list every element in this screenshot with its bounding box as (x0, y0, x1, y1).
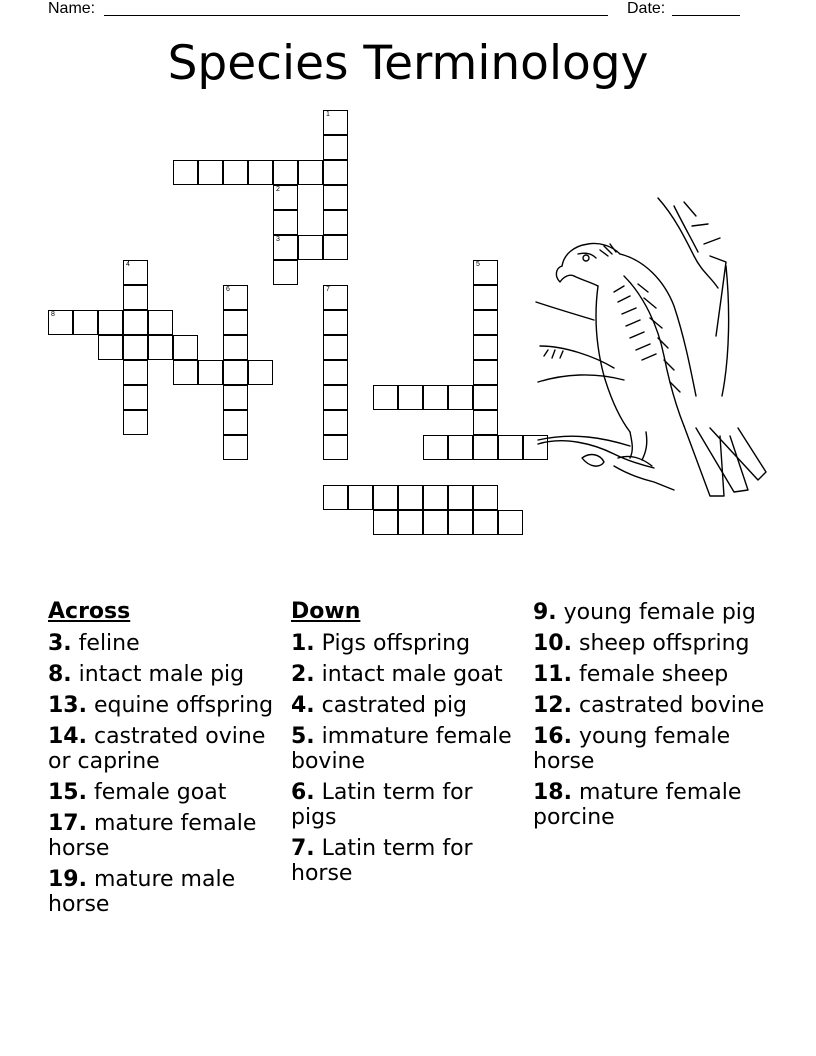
grid-cell[interactable] (98, 310, 123, 335)
grid-cell[interactable] (473, 510, 498, 535)
grid-cell[interactable] (323, 435, 348, 460)
grid-cell[interactable] (323, 335, 348, 360)
grid-cell[interactable] (223, 410, 248, 435)
grid-cell[interactable] (373, 385, 398, 410)
grid-cell[interactable] (423, 385, 448, 410)
page-title: Species Terminology (167, 36, 649, 91)
clue-number: 2 (276, 186, 280, 193)
grid-cell[interactable] (473, 360, 498, 385)
across-clue (48, 662, 278, 687)
clue-text: feline (71, 631, 140, 656)
grid-cell[interactable] (423, 485, 448, 510)
grid-cell[interactable] (123, 285, 148, 310)
clue-number: 13. (48, 693, 87, 718)
down-clue (533, 631, 773, 656)
grid-cell[interactable] (298, 160, 323, 185)
clue-number: 6. (291, 780, 315, 805)
grid-cell[interactable] (223, 385, 248, 410)
clue-number: 3 (276, 236, 280, 243)
grid-cell[interactable] (273, 235, 298, 260)
clue-text: intact male pig (71, 662, 245, 687)
across-clue (48, 867, 278, 917)
grid-cell[interactable] (223, 435, 248, 460)
clue-text: Latin term for horse (291, 836, 473, 886)
clue-number: 11. (533, 662, 572, 687)
grid-cell[interactable] (98, 335, 123, 360)
clue-number: 7 (326, 286, 330, 293)
grid-cell[interactable] (173, 360, 198, 385)
down-clue (533, 780, 773, 830)
grid-cell[interactable] (248, 360, 273, 385)
down-heading: Down (291, 599, 361, 624)
clue-number: 16. (533, 724, 572, 749)
clue-number: 2. (291, 662, 315, 687)
grid-cell[interactable] (323, 185, 348, 210)
clue-number: 6 (226, 286, 230, 293)
down-clue (291, 836, 521, 886)
clue-number: 18. (533, 780, 572, 805)
grid-cell[interactable] (473, 410, 498, 435)
grid-cell[interactable] (323, 135, 348, 160)
across-clues (48, 598, 278, 923)
clue-number: 15. (48, 780, 87, 805)
clue-text: equine offspring (86, 693, 274, 718)
grid-cell[interactable] (223, 285, 248, 310)
clue-text: mature male horse (48, 867, 236, 917)
grid-cell[interactable] (423, 435, 448, 460)
grid-cell[interactable] (223, 335, 248, 360)
across-clue (48, 631, 278, 656)
clue-number: 5. (291, 724, 315, 749)
clue-number: 1. (291, 631, 315, 656)
eagle-illustration (534, 196, 770, 502)
across-heading: Across (48, 599, 131, 624)
clue-text: young female pig (556, 600, 756, 625)
clue-number: 9. (533, 600, 557, 625)
clue-number: 1 (326, 111, 330, 118)
grid-cell[interactable] (473, 335, 498, 360)
clue-text: sheep offspring (571, 631, 750, 656)
grid-cell[interactable] (373, 485, 398, 510)
clue-text: Pigs offspring (314, 631, 471, 656)
clue-number: 3. (48, 631, 72, 656)
grid-cell[interactable] (373, 510, 398, 535)
grid-cell[interactable] (473, 260, 498, 285)
grid-cell[interactable] (273, 160, 298, 185)
grid-cell[interactable] (398, 510, 423, 535)
grid-cell[interactable] (423, 510, 448, 535)
across-clue (48, 724, 278, 774)
grid-cell[interactable] (123, 260, 148, 285)
grid-cell[interactable] (223, 310, 248, 335)
clue-text: intact male goat (314, 662, 503, 687)
clue-text: immature female bovine (291, 724, 512, 774)
grid-cell[interactable] (148, 310, 173, 335)
clue-number: 8. (48, 662, 72, 687)
grid-cell[interactable] (473, 485, 498, 510)
grid-cell[interactable] (448, 435, 473, 460)
grid-cell[interactable] (398, 485, 423, 510)
grid-cell[interactable] (123, 410, 148, 435)
clue-number: 10. (533, 631, 572, 656)
down-clue (533, 600, 773, 625)
grid-cell[interactable] (298, 235, 323, 260)
grid-cell[interactable] (73, 310, 98, 335)
grid-cell[interactable] (273, 210, 298, 235)
across-clue (48, 780, 278, 805)
clue-text: castrated ovine or caprine (48, 724, 266, 774)
down-clue (291, 693, 521, 718)
grid-cell[interactable] (173, 160, 198, 185)
grid-cell[interactable] (123, 385, 148, 410)
grid-cell[interactable] (323, 385, 348, 410)
grid-cell[interactable] (173, 335, 198, 360)
grid-cell[interactable] (473, 310, 498, 335)
grid-cell[interactable] (198, 360, 223, 385)
grid-cell[interactable] (448, 485, 473, 510)
clue-number: 17. (48, 811, 87, 836)
clue-number: 12. (533, 693, 572, 718)
clue-text: female sheep (571, 662, 729, 687)
clue-text: castrated bovine (571, 693, 765, 718)
clue-number: 8 (51, 311, 55, 318)
grid-cell[interactable] (473, 385, 498, 410)
grid-cell[interactable] (273, 185, 298, 210)
clue-number: 4 (126, 261, 130, 268)
grid-cell[interactable] (473, 435, 498, 460)
grid-cell[interactable] (123, 310, 148, 335)
date-label: Date: (627, 0, 666, 17)
clue-text: Latin term for pigs (291, 780, 473, 830)
clue-number: 5 (476, 261, 480, 268)
grid-cell[interactable] (323, 360, 348, 385)
grid-cell[interactable] (123, 335, 148, 360)
grid-cell[interactable] (323, 235, 348, 260)
down-clue (533, 662, 773, 687)
grid-cell[interactable] (348, 485, 373, 510)
across-clue (48, 693, 278, 718)
down-clue (291, 631, 521, 656)
grid-cell[interactable] (323, 210, 348, 235)
grid-cell[interactable] (48, 310, 73, 335)
grid-cell[interactable] (223, 360, 248, 385)
grid-cell[interactable] (198, 160, 223, 185)
grid-cell[interactable] (323, 160, 348, 185)
grid-cell[interactable] (323, 110, 348, 135)
grid-cell[interactable] (223, 160, 248, 185)
down-clue (291, 662, 521, 687)
grid-cell[interactable] (448, 510, 473, 535)
grid-cell[interactable] (498, 510, 523, 535)
grid-cell[interactable] (273, 260, 298, 285)
grid-cell[interactable] (323, 285, 348, 310)
name-label: Name: (48, 0, 96, 17)
down-clues-continued (533, 598, 773, 836)
grid-cell[interactable] (148, 335, 173, 360)
clue-number: 7. (291, 836, 315, 861)
down-clue (533, 724, 773, 774)
grid-cell[interactable] (498, 435, 523, 460)
clue-text: mature female horse (48, 811, 257, 861)
clue-number: 4. (291, 693, 315, 718)
grid-cell[interactable] (123, 360, 148, 385)
grid-cell[interactable] (323, 310, 348, 335)
down-clue (533, 693, 773, 718)
grid-cell[interactable] (473, 285, 498, 310)
clue-text: young female horse (533, 724, 731, 774)
grid-cell[interactable] (398, 385, 423, 410)
grid-cell[interactable] (248, 160, 273, 185)
clue-number: 14. (48, 724, 87, 749)
across-clue (48, 811, 278, 861)
grid-cell[interactable] (323, 410, 348, 435)
clue-text: mature female porcine (533, 780, 742, 830)
down-clues (291, 598, 521, 892)
clue-text: castrated pig (314, 693, 468, 718)
down-clue (291, 724, 521, 774)
clue-text: female goat (86, 780, 227, 805)
grid-cell[interactable] (323, 485, 348, 510)
clue-number: 19. (48, 867, 87, 892)
down-clue (291, 780, 521, 830)
grid-cell[interactable] (448, 385, 473, 410)
